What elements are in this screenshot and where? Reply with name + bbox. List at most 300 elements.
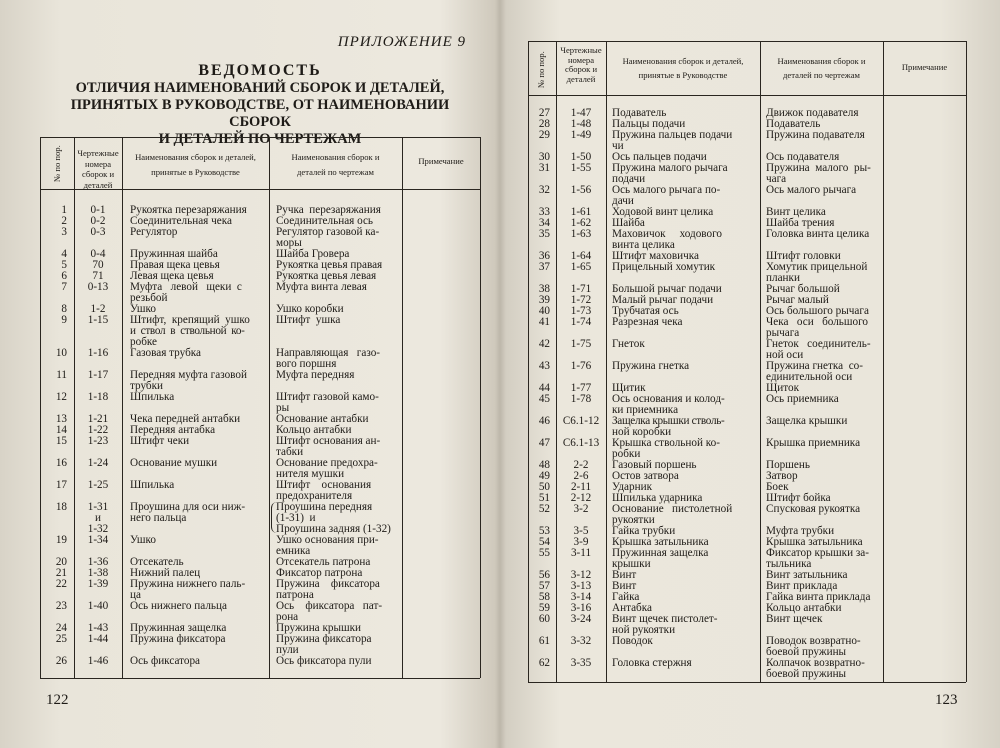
manual-name: ца bbox=[130, 589, 141, 601]
row-number: 44 bbox=[538, 382, 550, 394]
drawing-name: Гайка винта приклада bbox=[766, 591, 871, 603]
manual-name: Передняя муфта газовой bbox=[130, 369, 247, 381]
drawing-name: Винт затыльника bbox=[766, 569, 848, 581]
row-number: 24 bbox=[55, 622, 67, 634]
manual-name: Отсекатель bbox=[130, 556, 184, 568]
drawing-number: 0-1 bbox=[90, 204, 106, 216]
manual-name: Трубчатая ось bbox=[612, 305, 679, 317]
drawing-number: 1-49 bbox=[570, 129, 592, 141]
row-number: 53 bbox=[538, 525, 550, 537]
drawing-name: Рычаг малый bbox=[766, 294, 829, 306]
drawing-name: Шайба трения bbox=[766, 217, 835, 229]
row-number: 48 bbox=[538, 459, 550, 471]
row-number: 46 bbox=[538, 415, 550, 427]
drawing-name: Соединительная ось bbox=[276, 215, 374, 227]
drawing-name: Муфта передняя bbox=[276, 369, 355, 381]
manual-name: Шпилька bbox=[130, 479, 175, 491]
manual-name: Разрезная чека bbox=[612, 316, 683, 328]
drawing-number: 3-5 bbox=[573, 525, 589, 537]
header-line: Чертежные bbox=[560, 45, 602, 55]
drawing-name: Пружина гнетка со- bbox=[766, 360, 863, 372]
drawing-name: Рукоятка цевья правая bbox=[276, 259, 383, 271]
drawing-number: 1-2 bbox=[90, 303, 106, 315]
header-line: деталей по чертежам bbox=[297, 167, 374, 177]
manual-name: Прицельный хомутик bbox=[612, 261, 716, 273]
row-number: 40 bbox=[538, 305, 550, 317]
drawing-name: патрона bbox=[276, 589, 314, 601]
header-drawing-number bbox=[74, 148, 122, 190]
row-number: 28 bbox=[538, 118, 550, 130]
manual-name: него пальца bbox=[130, 512, 187, 524]
drawing-number: 2-6 bbox=[573, 470, 589, 482]
row-number: 26 bbox=[55, 655, 67, 667]
drawing-number: 3-24 bbox=[570, 613, 592, 625]
drawing-name: Штифт основания bbox=[276, 479, 372, 491]
subtitle-line: И ДЕТАЛЕЙ ПО ЧЕРТЕЖАМ bbox=[158, 131, 362, 147]
manual-name: Подаватель bbox=[612, 107, 667, 119]
drawing-name: Штифт бойка bbox=[766, 492, 831, 504]
drawing-name: Регулятор газовой ка- bbox=[276, 226, 380, 238]
drawing-name: Ось фиксатора пули bbox=[276, 655, 372, 667]
drawing-number: 1-23 bbox=[87, 435, 109, 447]
drawing-name: Спусковая рукоятка bbox=[766, 503, 861, 515]
manual-name: дачи bbox=[612, 195, 634, 207]
drawing-name: Муфта винта левая bbox=[276, 281, 367, 293]
drawing-number: 1-64 bbox=[570, 250, 592, 262]
row-number: 30 bbox=[538, 151, 550, 163]
row-number: 57 bbox=[538, 580, 550, 592]
drawing-number: 1-74 bbox=[570, 316, 592, 328]
drawing-name: Ось приемника bbox=[766, 393, 839, 405]
row-number: 60 bbox=[538, 613, 550, 625]
drawing-name: Крышка затыльника bbox=[766, 536, 863, 548]
drawing-name: рона bbox=[276, 611, 299, 623]
drawing-name: Рукоятка цевья левая bbox=[276, 270, 377, 282]
manual-name: Рукоятка перезаряжания bbox=[130, 204, 247, 216]
drawing-number: 1-76 bbox=[570, 360, 592, 372]
row-number: 31 bbox=[538, 162, 550, 174]
row-number: 16 bbox=[55, 457, 67, 469]
drawing-name: Поршень bbox=[766, 459, 810, 471]
drawing-name: Фиксатор крышки за- bbox=[766, 547, 869, 559]
drawing-number: 1-75 bbox=[570, 338, 592, 350]
drawing-number: 1-46 bbox=[87, 655, 109, 667]
drawing-name: Штифт головки bbox=[766, 250, 841, 262]
right-page bbox=[500, 0, 1000, 748]
header-line: Наименования сборок и деталей, bbox=[135, 152, 256, 162]
row-number: 5 bbox=[61, 259, 67, 271]
row-number: 20 bbox=[55, 556, 67, 568]
manual-name: Газовый поршень bbox=[612, 459, 697, 471]
row-number: 38 bbox=[538, 283, 550, 295]
header-no: № по пор. bbox=[52, 145, 62, 182]
drawing-number: 71 bbox=[92, 270, 104, 282]
row-number: 41 bbox=[538, 316, 550, 328]
row-number: 19 bbox=[55, 534, 67, 546]
drawing-number: 1-38 bbox=[87, 567, 109, 579]
drawing-name: Пружина крышки bbox=[276, 622, 362, 634]
manual-name: Левая щека цевья bbox=[130, 270, 214, 282]
manual-name: Шайба bbox=[612, 217, 645, 229]
manual-name: Основание пистолетной bbox=[612, 503, 733, 515]
drawing-number: 70 bbox=[92, 259, 104, 271]
row-number: 10 bbox=[55, 347, 67, 359]
drawing-name: нителя мушки bbox=[276, 468, 345, 480]
manual-name: Большой рычаг подачи bbox=[612, 283, 722, 295]
drawing-number: 1-43 bbox=[87, 622, 109, 634]
header-manual-name bbox=[606, 54, 760, 82]
manual-name: Шпилька bbox=[130, 391, 175, 403]
drawing-number: 1-15 bbox=[87, 314, 109, 326]
manual-name: Винт bbox=[612, 569, 637, 581]
drawing-name: Головка винта целика bbox=[766, 228, 870, 240]
manual-name: Проушина для оси ниж- bbox=[130, 501, 246, 513]
row-number: 13 bbox=[55, 413, 67, 425]
drawing-number: 3-2 bbox=[573, 503, 589, 515]
row-number: 2 bbox=[61, 215, 67, 227]
page-number-right: 123 bbox=[935, 692, 958, 708]
drawing-name: единительной оси bbox=[766, 371, 853, 383]
manual-name: резьбой bbox=[130, 292, 168, 304]
table-column-rule bbox=[606, 41, 607, 682]
manual-name: крышки bbox=[612, 558, 651, 570]
row-number: 17 bbox=[55, 479, 67, 491]
row-number: 35 bbox=[538, 228, 550, 240]
table-top-rule bbox=[40, 137, 480, 138]
drawing-name: ры bbox=[276, 402, 290, 414]
row-number: 25 bbox=[55, 633, 67, 645]
drawing-name: Ушко основания при- bbox=[276, 534, 379, 546]
row-number: 8 bbox=[61, 303, 67, 315]
drawing-number: 1-32 bbox=[87, 523, 109, 535]
manual-name: Основание мушки bbox=[130, 457, 218, 469]
manual-name: Пружинная защелка bbox=[130, 622, 227, 634]
row-number: 29 bbox=[538, 129, 550, 141]
drawing-name: Рычаг большой bbox=[766, 283, 840, 295]
manual-name: ки приемника bbox=[612, 404, 679, 416]
table-column-rule bbox=[269, 137, 270, 678]
drawing-number: 3-14 bbox=[570, 591, 592, 603]
drawing-name: Проушина передняя bbox=[276, 501, 373, 513]
manual-name: Крышка ствольной ко- bbox=[612, 437, 720, 449]
manual-name: Ходовой винт целика bbox=[612, 206, 714, 218]
drawing-number: 3-9 bbox=[573, 536, 589, 548]
drawing-number: 0-2 bbox=[90, 215, 106, 227]
row-number: 42 bbox=[538, 338, 550, 350]
drawing-number: 1-44 bbox=[87, 633, 109, 645]
row-number: 59 bbox=[538, 602, 550, 614]
drawing-name: Кольцо антабки bbox=[766, 602, 842, 614]
header-line: Чертежные bbox=[77, 148, 119, 158]
manual-name: Ось нижнего пальца bbox=[130, 600, 227, 612]
header-line: номера bbox=[84, 158, 112, 169]
drawing-name: табки bbox=[276, 446, 304, 458]
header-note: Примечание bbox=[901, 62, 948, 72]
drawing-name: Отсекатель патрона bbox=[276, 556, 371, 568]
drawing-number: 1-77 bbox=[570, 382, 592, 394]
row-number: 9 bbox=[61, 314, 67, 326]
drawing-name: (1-31) и bbox=[276, 512, 316, 524]
drawing-number: 1-34 bbox=[87, 534, 109, 546]
header-drawing-name bbox=[760, 54, 883, 82]
drawing-name: Винт приклада bbox=[766, 580, 838, 592]
manual-name: Ударник bbox=[612, 481, 653, 493]
manual-name: Гнеток bbox=[612, 338, 645, 350]
header-line: деталей по чертежам bbox=[783, 70, 860, 80]
header-line: Наименования сборок и bbox=[777, 56, 866, 66]
drawing-number: 1-62 bbox=[570, 217, 592, 229]
manual-name: Головка стержня bbox=[612, 657, 692, 669]
subtitle-line: ПРИНЯТЫХ В РУКОВОДСТВЕ, ОТ НАИМЕНОВАНИИ СБОРОК bbox=[70, 97, 450, 130]
drawing-number: 2-12 bbox=[570, 492, 592, 504]
drawing-number: 1-21 bbox=[87, 413, 109, 425]
manual-name: Ушко bbox=[130, 303, 157, 315]
drawing-number: 3-11 bbox=[570, 547, 592, 559]
drawing-name: Ось фиксатора пат- bbox=[276, 600, 383, 612]
manual-name: Пружина фиксатора bbox=[130, 633, 226, 645]
drawing-number: 0-3 bbox=[90, 226, 106, 238]
row-number: 50 bbox=[538, 481, 550, 493]
row-number: 61 bbox=[538, 635, 550, 647]
drawing-name: Винт целика bbox=[766, 206, 826, 218]
manual-name: Пружина пальцев подачи bbox=[612, 129, 733, 141]
row-number: 14 bbox=[55, 424, 67, 436]
table-top-rule bbox=[528, 41, 966, 42]
drawing-number: 1-61 bbox=[570, 206, 592, 218]
row-number: 51 bbox=[538, 492, 550, 504]
manual-name: Правая щека цевья bbox=[130, 259, 220, 271]
manual-name: Ось пальцев подачи bbox=[612, 151, 707, 163]
drawing-number: С6.1-13 bbox=[562, 437, 600, 449]
drawing-name: Ось большого рычага bbox=[766, 305, 869, 317]
manual-name: Щитик bbox=[612, 382, 646, 394]
drawing-number: 1-47 bbox=[570, 107, 592, 119]
drawing-number: 1-71 bbox=[570, 283, 592, 295]
header-line: принятые в Руководстве bbox=[638, 70, 728, 80]
row-number: 12 bbox=[55, 391, 67, 403]
manual-name: Штифт чеки bbox=[130, 435, 190, 447]
row-number: 47 bbox=[538, 437, 550, 449]
drawing-name: чага bbox=[766, 173, 787, 185]
manual-name: Маховичок ходового bbox=[612, 228, 723, 240]
manual-name: Ушко bbox=[130, 534, 157, 546]
drawing-number: 1-78 bbox=[570, 393, 592, 405]
drawing-name: Штифт ушка bbox=[276, 314, 341, 326]
row-number: 45 bbox=[538, 393, 550, 405]
drawing-number: 3-32 bbox=[570, 635, 592, 647]
drawing-number: 1-39 bbox=[87, 578, 109, 590]
drawing-name: Кольцо антабки bbox=[276, 424, 352, 436]
manual-name: Поводок bbox=[612, 635, 653, 647]
drawing-number: 1-36 bbox=[87, 556, 109, 568]
manual-name: Муфта левой щеки с bbox=[130, 281, 242, 293]
drawing-name: Основание предохра- bbox=[276, 457, 378, 469]
table-header-rule bbox=[528, 95, 966, 96]
row-number: 27 bbox=[538, 107, 550, 119]
manual-name: Остов затвора bbox=[612, 470, 679, 482]
drawing-name: моры bbox=[276, 237, 302, 249]
row-number: 1 bbox=[61, 204, 67, 216]
row-number: 43 bbox=[538, 360, 550, 372]
drawing-number: 1-18 bbox=[87, 391, 109, 403]
drawing-name: Ручка перезаряжания bbox=[276, 204, 381, 216]
drawing-number: 2-11 bbox=[570, 481, 592, 493]
manual-name: Регулятор bbox=[130, 226, 178, 238]
drawing-number: 1-56 bbox=[570, 184, 592, 196]
manual-name: и ствол в ствольной ко- bbox=[130, 325, 245, 337]
drawing-number: 1-17 bbox=[87, 369, 109, 381]
drawing-number: 2-2 bbox=[573, 459, 589, 471]
table-column-rule bbox=[122, 137, 123, 678]
header-line: сборок и bbox=[81, 169, 115, 179]
manual-name: Ось фиксатора bbox=[130, 655, 201, 667]
row-number: 62 bbox=[538, 657, 550, 669]
drawing-number: 1-72 bbox=[570, 294, 592, 306]
drawing-name: Пружина подавателя bbox=[766, 129, 865, 141]
drawing-name: рычага bbox=[766, 327, 800, 339]
drawing-number: С6.1-12 bbox=[562, 415, 600, 427]
drawing-name: Фиксатор патрона bbox=[276, 567, 363, 579]
drawing-number: 1-22 bbox=[87, 424, 109, 436]
manual-name: подачи bbox=[612, 173, 646, 185]
drawing-number: 1-50 bbox=[570, 151, 592, 163]
drawing-name: Защелка крышки bbox=[766, 415, 848, 427]
row-number: 3 bbox=[61, 226, 67, 238]
drawing-number: 1-55 bbox=[570, 162, 592, 174]
drawing-number: 1-31 bbox=[87, 501, 109, 513]
header-line: деталей bbox=[566, 73, 596, 84]
manual-name: трубки bbox=[130, 380, 164, 392]
drawing-name: Движок подавателя bbox=[766, 107, 859, 119]
manual-name: винта целика bbox=[612, 239, 675, 251]
manual-name: Пальцы подачи bbox=[612, 118, 686, 130]
drawing-name: Пружина фиксатора bbox=[276, 578, 380, 590]
manual-name: Крышка затыльника bbox=[612, 536, 709, 548]
row-number: 22 bbox=[55, 578, 67, 590]
header-note: Примечание bbox=[418, 156, 464, 166]
drawing-name: Пружина фиксатора bbox=[276, 633, 372, 645]
row-number: 21 bbox=[55, 567, 67, 579]
manual-name: Пружинная шайба bbox=[130, 248, 218, 260]
drawing-name: Щиток bbox=[766, 382, 800, 394]
header-drawing-name bbox=[269, 150, 402, 180]
manual-name: Штифт, крепящий ушко bbox=[130, 314, 250, 326]
manual-name: Чека передней антабки bbox=[130, 413, 241, 425]
manual-name: Шпилька ударника bbox=[612, 492, 703, 504]
drawing-name: тыльника bbox=[766, 558, 812, 570]
manual-name: робки bbox=[612, 448, 641, 460]
row-number: 39 bbox=[538, 294, 550, 306]
row-number: 55 bbox=[538, 547, 550, 559]
manual-name: Ось основания и колод- bbox=[612, 393, 725, 405]
drawing-name: Ось малого рычага bbox=[766, 184, 857, 196]
drawing-name: Основание антабки bbox=[276, 413, 369, 425]
manual-name: Штифт маховичка bbox=[612, 250, 699, 262]
table-bottom-rule bbox=[528, 682, 966, 683]
header-line: сборок и bbox=[564, 64, 598, 74]
drawing-name: пули bbox=[276, 644, 299, 656]
drawing-name: Муфта трубки bbox=[766, 525, 835, 537]
row-number: 6 bbox=[61, 270, 67, 282]
manual-name: Гайка bbox=[612, 591, 640, 603]
drawing-number: 1-48 bbox=[570, 118, 592, 130]
drawing-name: Направляющая газо- bbox=[276, 347, 381, 359]
table-column-rule bbox=[480, 137, 481, 678]
drawing-number: 1-25 bbox=[87, 479, 109, 491]
row-number: 52 bbox=[538, 503, 550, 515]
header-line: Наименования сборок и деталей, bbox=[622, 56, 744, 66]
header-line: деталей bbox=[83, 179, 113, 190]
drawing-name: Гнеток соединитель- bbox=[766, 338, 871, 350]
manual-name: Пружина нижнего паль- bbox=[130, 578, 246, 590]
row-number: 15 bbox=[55, 435, 67, 447]
row-number: 36 bbox=[538, 250, 550, 262]
appendix-label: ПРИЛОЖЕНИЕ 9 bbox=[337, 34, 466, 50]
manual-name: Антабка bbox=[612, 602, 652, 614]
row-number: 7 bbox=[61, 281, 67, 293]
drawing-name: предохранителя bbox=[276, 490, 353, 502]
drawing-number: 1-65 bbox=[570, 261, 592, 273]
row-number: 58 bbox=[538, 591, 550, 603]
table-column-rule bbox=[883, 41, 884, 682]
drawing-name: Ось подавателя bbox=[766, 151, 840, 163]
manual-name: Гайка трубки bbox=[612, 525, 676, 537]
drawing-name: вого поршня bbox=[276, 358, 337, 370]
manual-name: Пружинная защелка bbox=[612, 547, 709, 559]
header-line: номера bbox=[567, 54, 595, 65]
row-number: 37 bbox=[538, 261, 550, 273]
header-manual-name bbox=[122, 150, 269, 180]
drawing-number: 1-16 bbox=[87, 347, 109, 359]
row-number: 56 bbox=[538, 569, 550, 581]
drawing-number: 0-4 bbox=[90, 248, 106, 260]
manual-name: Соединительная чека bbox=[130, 215, 232, 227]
manual-name: Нижний палец bbox=[130, 567, 201, 579]
drawing-name: Затвор bbox=[766, 470, 798, 482]
manual-name: Передняя антабка bbox=[130, 424, 216, 436]
drawing-number: 3-12 bbox=[570, 569, 592, 581]
manual-name: ной коробки bbox=[612, 426, 672, 438]
manual-name: Защелка крышки стволь- bbox=[612, 415, 725, 427]
drawing-number: 3-13 bbox=[570, 580, 592, 592]
drawing-name: Пружина малого ры- bbox=[766, 162, 871, 174]
drawing-name: боевой пружины bbox=[766, 646, 847, 658]
manual-name: Газовая трубка bbox=[130, 347, 201, 359]
drawing-name: Колпачок возвратно- bbox=[766, 657, 865, 669]
manual-name: Ось малого рычага по- bbox=[612, 184, 721, 196]
table-column-rule bbox=[966, 41, 967, 682]
drawing-name: Чека оси большого bbox=[766, 316, 869, 328]
drawing-name: Ушко коробки bbox=[276, 303, 344, 315]
row-number: 54 bbox=[538, 536, 550, 548]
manual-name: Малый рычаг подачи bbox=[612, 294, 714, 306]
row-number: 33 bbox=[538, 206, 550, 218]
row-number: 18 bbox=[55, 501, 67, 513]
drawing-number: 1-73 bbox=[570, 305, 592, 317]
drawing-name: Хомутик прицельной bbox=[766, 261, 868, 273]
document-title: ВЕДОМОСТЬ bbox=[198, 62, 322, 79]
header-no: № по пор. bbox=[536, 51, 546, 88]
manual-name: рукоятки bbox=[612, 514, 655, 526]
table-column-rule bbox=[402, 137, 403, 678]
drawing-name: Шайба Гровера bbox=[276, 248, 350, 260]
manual-name: Винт bbox=[612, 580, 637, 592]
drawing-name: Винт щечек bbox=[766, 613, 823, 625]
manual-name: Пружина гнетка bbox=[612, 360, 690, 372]
row-number: 49 bbox=[538, 470, 550, 482]
drawing-name: планки bbox=[766, 272, 800, 284]
table-bottom-rule bbox=[40, 678, 480, 679]
